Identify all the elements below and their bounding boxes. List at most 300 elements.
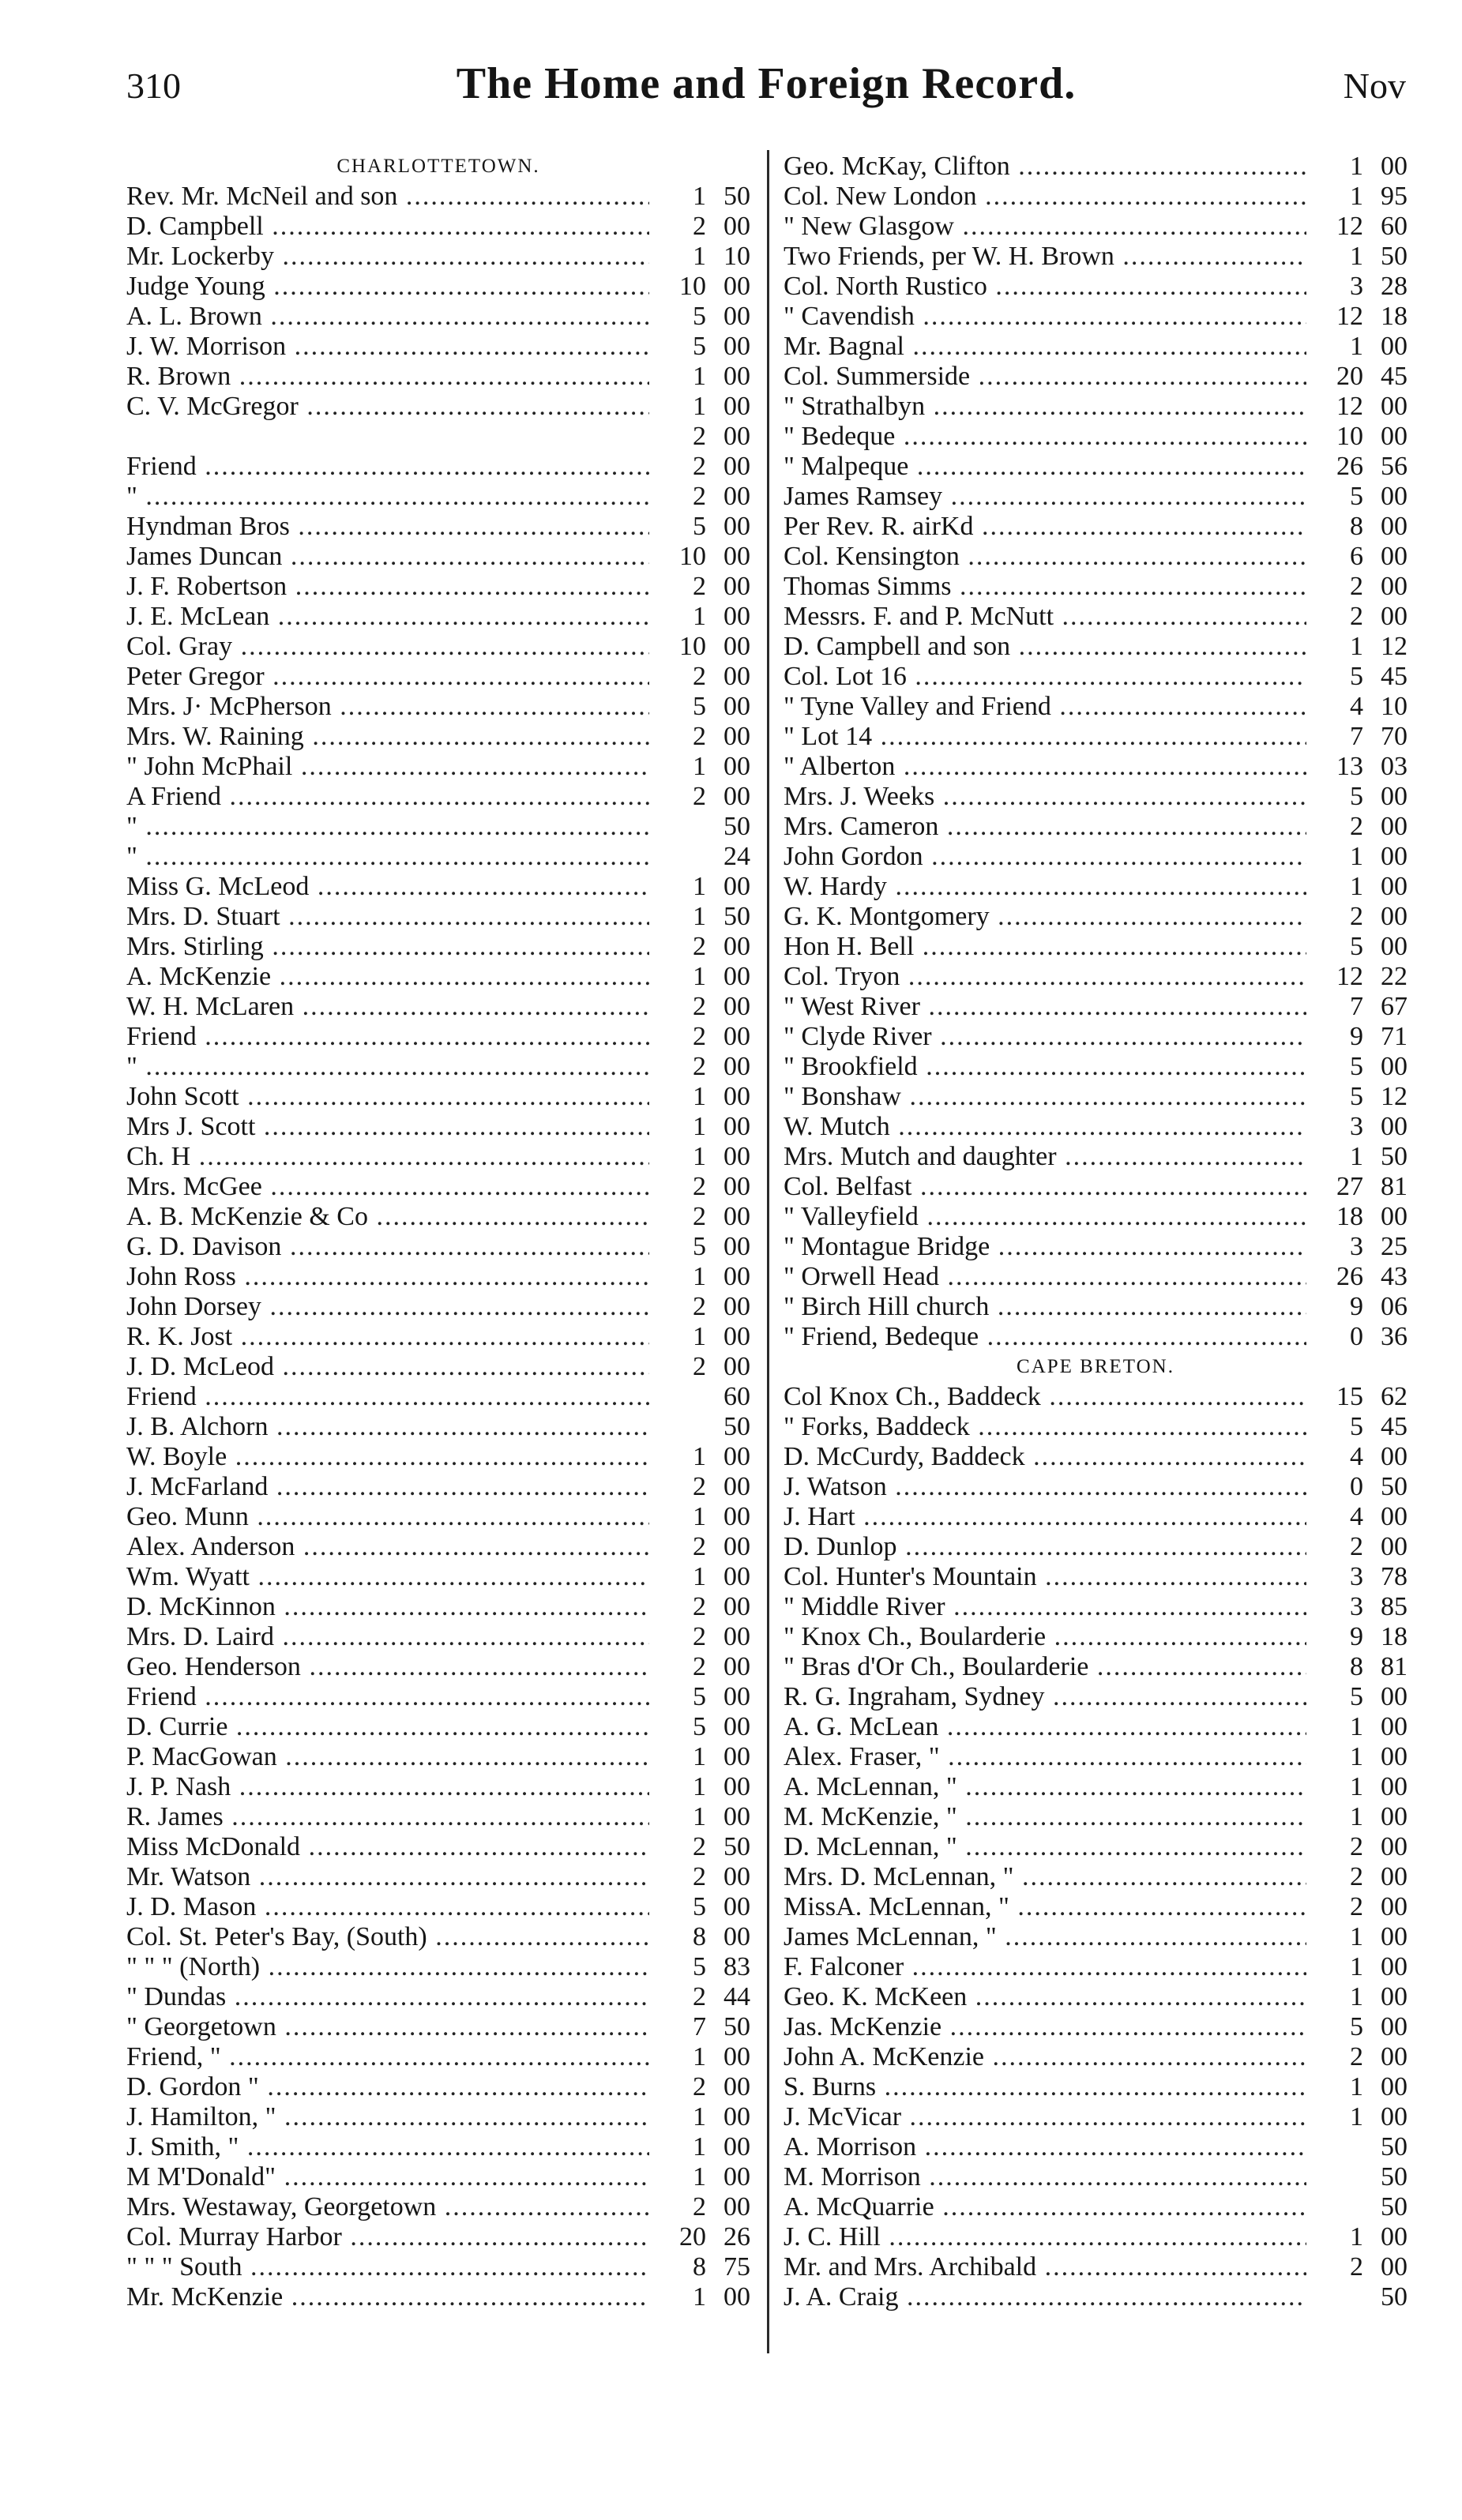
amount-cents: 00 [1381, 1772, 1408, 1801]
amount [1321, 1502, 1408, 1532]
amount-dollars: 2 [693, 992, 706, 1021]
contributor-name: " Tyne Valley and Friend ..... [784, 692, 1306, 722]
contributor-name: Col. Kensington ..... [784, 542, 1306, 572]
amount [1321, 1052, 1408, 1082]
contributor-name: C. V. McGregor ..... [126, 392, 649, 422]
amount-cents: 00 [1381, 812, 1408, 841]
contributor-name: J. A. Craig ..... [784, 2282, 1306, 2312]
amount [1321, 1292, 1408, 1322]
amount-cents: 50 [723, 1832, 750, 1861]
amount-cents: 00 [723, 1652, 750, 1681]
amount [1321, 1652, 1408, 1682]
contribution-entry [784, 992, 1408, 1022]
amount-cents: 43 [1381, 1262, 1408, 1291]
amount [663, 1022, 750, 1052]
amount-dollars: 1 [1350, 2102, 1363, 2131]
amount-dollars: 2 [693, 2192, 706, 2221]
amount-dollars: 9 [1350, 1622, 1363, 1651]
amount-cents: 00 [1381, 2042, 1408, 2071]
contribution-entry [126, 332, 750, 362]
contributor-name: Col. North Rustico ..... [784, 272, 1306, 302]
amount-cents: 00 [723, 1112, 750, 1141]
contribution-entry [126, 1712, 750, 1742]
amount-cents: 00 [723, 1142, 750, 1171]
amount [663, 2012, 750, 2042]
amount-dollars: 1 [1350, 1952, 1363, 1981]
amount [663, 2282, 750, 2312]
amount-dollars: 5 [693, 332, 706, 361]
contributor-name: G. K. Montgomery ..... [784, 902, 1306, 932]
contributor-name: Geo. Munn ..... [126, 1502, 649, 1532]
amount-dollars: 2 [693, 1172, 706, 1201]
contributor-name: John Gordon ..... [784, 842, 1306, 872]
amount-cents: 00 [723, 1472, 750, 1501]
amount-cents: 00 [1381, 1892, 1408, 1921]
amount-dollars: 2 [693, 782, 706, 811]
amount-cents: 00 [1381, 842, 1408, 871]
amount [1321, 302, 1408, 332]
amount-dollars: 1 [1350, 2072, 1363, 2101]
contribution-entry [126, 1022, 750, 1052]
contributor-name: " Dundas ..... [126, 1982, 649, 2012]
amount [1321, 2042, 1408, 2072]
contribution-entry [126, 1292, 750, 1322]
amount-cents: 00 [723, 1532, 750, 1561]
section-heading: CAPE BRETON. [1017, 1356, 1174, 1377]
contribution-entry [126, 1892, 750, 1922]
contribution-entry [784, 722, 1408, 752]
page-number: 310 [126, 66, 181, 106]
contributor-name: Mrs. D. Laird ..... [126, 1622, 649, 1652]
amount [663, 1502, 750, 1532]
journal-title: The Home and Foreign Record. [456, 59, 1077, 108]
contribution-entry [126, 2192, 750, 2222]
contribution-entry [784, 1922, 1408, 1952]
amount-cents: 00 [1381, 422, 1408, 451]
contribution-entry [784, 842, 1408, 872]
amount-dollars: 1 [1350, 842, 1363, 871]
amount-dollars: 2 [1350, 2042, 1363, 2071]
contribution-entry [126, 2012, 750, 2042]
amount-cents: 12 [1381, 632, 1408, 661]
amount [663, 182, 750, 212]
amount [1321, 1322, 1408, 1352]
amount-dollars: 2 [1350, 812, 1363, 841]
amount-cents: 00 [1381, 482, 1408, 511]
amount [663, 212, 750, 242]
amount-dollars: 3 [1350, 1232, 1363, 1261]
amount [663, 2192, 750, 2222]
amount-dollars: 1 [693, 182, 706, 211]
contributor-name: " West River ..... [784, 992, 1306, 1022]
amount-dollars: 2 [693, 722, 706, 751]
contribution-entry [126, 482, 750, 512]
amount-cents: 50 [723, 902, 750, 931]
amount [663, 602, 750, 632]
amount [1321, 752, 1408, 782]
amount-cents: 00 [723, 1262, 750, 1291]
contribution-entry [126, 1832, 750, 1862]
amount [663, 1892, 750, 1922]
contribution-entry [784, 1832, 1408, 1862]
contributor-name: D. McLennan, " ..... [784, 1832, 1306, 1862]
amount [1321, 2072, 1408, 2102]
contribution-entry [784, 422, 1408, 452]
contributor-name: Geo. K. McKeen ..... [784, 1982, 1306, 2012]
amount [663, 1562, 750, 1592]
contribution-entry [784, 602, 1408, 632]
amount-dollars: 1 [693, 752, 706, 781]
amount-cents: 50 [1381, 1472, 1408, 1501]
amount-cents: 00 [1381, 392, 1408, 421]
contribution-entry [784, 1172, 1408, 1202]
amount-dollars: 5 [693, 1712, 706, 1741]
amount [663, 1742, 750, 1772]
amount [663, 1052, 750, 1082]
contribution-entry [784, 1892, 1408, 1922]
amount [663, 1472, 750, 1502]
amount-dollars: 2 [693, 1052, 706, 1081]
contributor-name: D. Currie ..... [126, 1712, 649, 1742]
page-month: Nov [1343, 66, 1406, 106]
contribution-entry [784, 1442, 1408, 1472]
amount [663, 452, 750, 482]
contribution-entry [784, 902, 1408, 932]
contributor-name: W. Boyle ..... [126, 1442, 649, 1472]
amount-cents: 00 [1381, 1112, 1408, 1141]
amount [663, 1082, 750, 1112]
amount-dollars: 2 [693, 212, 706, 241]
amount [663, 2072, 750, 2102]
contributor-name: Mrs. McGee ..... [126, 1172, 649, 1202]
contributor-name: Friend ..... [126, 1382, 649, 1412]
contributor-name: " Georgetown ..... [126, 2012, 649, 2042]
contributor-name: Geo. Henderson ..... [126, 1652, 649, 1682]
amount [1321, 722, 1408, 752]
amount [663, 1262, 750, 1292]
amount-dollars: 5 [693, 512, 706, 541]
amount [663, 392, 750, 422]
contribution-entry [784, 332, 1408, 362]
amount-cents: 10 [1381, 692, 1408, 721]
contribution-entry [784, 1412, 1408, 1442]
contribution-entry [126, 242, 750, 272]
contribution-entry [784, 1022, 1408, 1052]
amount [663, 1952, 750, 1982]
amount-cents: 10 [723, 242, 750, 271]
amount [1321, 1832, 1408, 1862]
amount [1321, 1952, 1408, 1982]
amount-dollars: 3 [1350, 1592, 1363, 1621]
contribution-entry [784, 2282, 1408, 2312]
contributor-name: Mrs. J. Weeks ..... [784, 782, 1306, 812]
contribution-entry [784, 212, 1408, 242]
amount-dollars: 1 [693, 1502, 706, 1531]
amount-cents: 00 [1381, 2222, 1408, 2251]
contributor-name: Per Rev. R. airKd ..... [784, 512, 1306, 542]
contributor-name: Mrs. Westaway, Georgetown ..... [126, 2192, 649, 2222]
amount-cents: 00 [723, 422, 750, 451]
amount-cents: 60 [723, 1382, 750, 1411]
amount [1321, 1472, 1408, 1502]
amount [1321, 152, 1408, 182]
contributor-name: " Middle River ..... [784, 1592, 1306, 1622]
contributor-name: " Bedeque ..... [784, 422, 1306, 452]
contribution-entry [784, 392, 1408, 422]
amount-dollars: 2 [1350, 1862, 1363, 1891]
amount [1321, 482, 1408, 512]
amount-cents: 00 [723, 962, 750, 991]
amount [663, 2162, 750, 2192]
amount-dollars: 1 [693, 1802, 706, 1831]
amount-dollars: 1 [693, 2102, 706, 2131]
contributor-name: D. Dunlop ..... [784, 1532, 1306, 1562]
amount [1321, 1772, 1408, 1802]
amount-dollars: 2 [693, 1292, 706, 1321]
amount-cents: 28 [1381, 272, 1408, 301]
amount-cents: 00 [723, 1022, 750, 1051]
contributor-name: " Montague Bridge ..... [784, 1232, 1306, 1262]
contributor-name: Thomas Simms ..... [784, 572, 1306, 602]
amount-dollars: 5 [1350, 482, 1363, 511]
left-column [126, 152, 750, 2312]
contribution-entry [126, 212, 750, 242]
amount-dollars: 20 [679, 2222, 706, 2251]
amount-cents: 00 [1381, 1052, 1408, 1081]
amount-cents: 22 [1381, 962, 1408, 991]
amount-dollars: 1 [1350, 632, 1363, 661]
contribution-entry [784, 1472, 1408, 1502]
contribution-entry [784, 2102, 1408, 2132]
contribution-entry [126, 1172, 750, 1202]
amount [663, 1832, 750, 1862]
contribution-entry [784, 1052, 1408, 1082]
amount-cents: 62 [1381, 1382, 1408, 1411]
contributor-name: Friend ..... [126, 1022, 649, 1052]
contributor-name: A. McKenzie ..... [126, 962, 649, 992]
amount-cents: 06 [1381, 1292, 1408, 1321]
amount-cents: 00 [1381, 512, 1408, 541]
contributor-name: R. G. Ingraham, Sydney ..... [784, 1682, 1306, 1712]
contribution-entry [784, 362, 1408, 392]
amount-dollars: 7 [1350, 992, 1363, 1021]
amount [1321, 1682, 1408, 1712]
amount-cents: 50 [723, 1412, 750, 1441]
amount-dollars: 26 [1336, 452, 1363, 481]
amount-dollars: 2 [693, 1472, 706, 1501]
contributor-name: Col. Hunter's Mountain ..... [784, 1562, 1306, 1592]
contributor-name: J. F. Robertson ..... [126, 572, 649, 602]
amount-cents: 00 [723, 1292, 750, 1321]
contribution-entry [784, 1712, 1408, 1742]
contributor-name: J. Watson ..... [784, 1472, 1306, 1502]
contribution-entry [126, 1802, 750, 1832]
amount-dollars: 1 [693, 1442, 706, 1471]
contributor-name: " ..... [126, 812, 649, 842]
amount [1321, 1892, 1408, 1922]
amount-dollars: 1 [1350, 1712, 1363, 1741]
contribution-entry [784, 1382, 1408, 1412]
contributor-name: " Birch Hill church ..... [784, 1292, 1306, 1322]
amount-dollars: 1 [693, 1742, 706, 1771]
contribution-entry [126, 422, 750, 452]
amount-dollars: 3 [1350, 1562, 1363, 1591]
amount [663, 632, 750, 662]
amount-cents: 56 [1381, 452, 1408, 481]
amount-dollars: 1 [693, 1262, 706, 1291]
contribution-entry [126, 992, 750, 1022]
amount-dollars: 5 [1350, 2012, 1363, 2041]
amount-cents: 00 [723, 722, 750, 751]
amount [663, 722, 750, 752]
contributor-name: M. Morrison ..... [784, 2162, 1306, 2192]
amount-dollars: 1 [1350, 332, 1363, 361]
amount-cents: 00 [1381, 1502, 1408, 1531]
amount-dollars: 2 [693, 1982, 706, 2011]
contribution-entry [126, 1622, 750, 1652]
contribution-entry [126, 1922, 750, 1952]
contribution-entry [784, 572, 1408, 602]
contribution-entry [784, 1772, 1408, 1802]
amount [1321, 1802, 1408, 1832]
amount [663, 2102, 750, 2132]
amount-dollars: 8 [693, 2252, 706, 2282]
amount-cents: 50 [1381, 2162, 1408, 2191]
contribution-entry [126, 182, 750, 212]
contribution-entry [784, 1112, 1408, 1142]
amount-dollars: 5 [1350, 782, 1363, 811]
amount-dollars: 5 [1350, 1052, 1363, 1081]
section-heading: CHARLOTTETOWN. [336, 156, 540, 177]
contributor-name: Mrs. W. Raining ..... [126, 722, 649, 752]
amount [1321, 962, 1408, 992]
amount [663, 272, 750, 302]
amount-dollars: 7 [693, 2012, 706, 2041]
amount-dollars: 4 [1350, 1502, 1363, 1531]
amount [1321, 1592, 1408, 1622]
amount-cents: 95 [1381, 182, 1408, 211]
contribution-entry [784, 662, 1408, 692]
contribution-entry [126, 2042, 750, 2072]
amount [663, 1442, 750, 1472]
contributor-name: J. E. McLean ..... [126, 602, 649, 632]
contribution-entry [784, 1982, 1408, 2012]
contribution-entry [784, 632, 1408, 662]
contribution-entry [126, 302, 750, 332]
contributor-name: Hon H. Bell ..... [784, 932, 1306, 962]
amount [1321, 1562, 1408, 1592]
amount [663, 482, 750, 512]
amount-dollars: 1 [693, 1112, 706, 1141]
amount-cents: 00 [723, 2072, 750, 2101]
page-header [126, 57, 1406, 120]
amount-cents: 00 [1381, 602, 1408, 631]
contribution-entry [784, 1592, 1408, 1622]
amount-cents: 67 [1381, 992, 1408, 1021]
amount [1321, 1442, 1408, 1472]
contributor-name: Friend ..... [126, 452, 649, 482]
contributor-name: R. James ..... [126, 1802, 649, 1832]
amount [663, 872, 750, 902]
amount [1321, 2012, 1408, 2042]
amount-dollars: 12 [1336, 962, 1363, 991]
amount-cents: 00 [1381, 902, 1408, 931]
contributor-name: W. Hardy ..... [784, 872, 1306, 902]
contribution-entry [126, 1472, 750, 1502]
amount-dollars: 10 [679, 632, 706, 661]
contributor-name: Two Friends, per W. H. Brown ..... [784, 242, 1306, 272]
contributor-name: Mrs. J· McPherson ..... [126, 692, 649, 722]
amount-cents: 00 [723, 932, 750, 961]
amount [663, 422, 750, 452]
amount-dollars: 1 [693, 362, 706, 391]
amount-dollars: 2 [693, 2072, 706, 2101]
contributor-name: Mrs J. Scott ..... [126, 1112, 649, 1142]
amount-dollars: 1 [693, 902, 706, 931]
amount-dollars: 10 [1336, 422, 1363, 451]
amount-dollars: 9 [1350, 1022, 1363, 1051]
contribution-entry [784, 272, 1408, 302]
contributor-name: Peter Gregor ..... [126, 662, 649, 692]
contribution-entry [784, 962, 1408, 992]
contribution-entry [126, 1592, 750, 1622]
amount [663, 1202, 750, 1232]
amount [1321, 782, 1408, 812]
contribution-entry [126, 1412, 750, 1442]
amount-cents: 00 [723, 632, 750, 661]
amount-cents: 12 [1381, 1082, 1408, 1111]
amount-cents: 45 [1381, 1412, 1408, 1441]
contribution-entry [126, 1532, 750, 1562]
amount [1321, 2252, 1408, 2282]
contribution-entry [784, 1232, 1408, 1262]
amount [663, 992, 750, 1022]
amount-cents: 00 [723, 392, 750, 421]
amount-dollars: 2 [1350, 1532, 1363, 1561]
contribution-entry [126, 512, 750, 542]
contribution-entry [784, 2042, 1408, 2072]
amount-dollars: 1 [1350, 2222, 1363, 2251]
amount-dollars: 10 [679, 542, 706, 571]
amount-dollars: 1 [1350, 1922, 1363, 1951]
contributor-name: " " " South ..... [126, 2252, 649, 2282]
contribution-entry [126, 452, 750, 482]
amount-dollars: 6 [1350, 542, 1363, 571]
amount-cents: 75 [723, 2252, 750, 2282]
amount-cents: 50 [1381, 2192, 1408, 2221]
amount-cents: 78 [1381, 1562, 1408, 1591]
contributor-name: Col. New London ..... [784, 182, 1306, 212]
amount [1321, 332, 1408, 362]
contribution-entry [126, 1982, 750, 2012]
amount [663, 1382, 750, 1412]
amount-cents: 00 [723, 512, 750, 541]
amount [1321, 512, 1408, 542]
amount [1321, 1232, 1408, 1262]
amount [1321, 1082, 1408, 1112]
amount [663, 902, 750, 932]
contribution-entry [784, 932, 1408, 962]
contributor-name: Mrs. Cameron ..... [784, 812, 1306, 842]
contribution-entry [126, 692, 750, 722]
amount-cents: 00 [723, 1082, 750, 1111]
amount-dollars: 15 [1336, 1382, 1363, 1411]
amount-dollars: 10 [679, 272, 706, 301]
contribution-entry [126, 602, 750, 632]
contribution-entry [126, 1862, 750, 1892]
amount-cents: 00 [723, 1352, 750, 1381]
contributor-name: Col. Tryon ..... [784, 962, 1306, 992]
